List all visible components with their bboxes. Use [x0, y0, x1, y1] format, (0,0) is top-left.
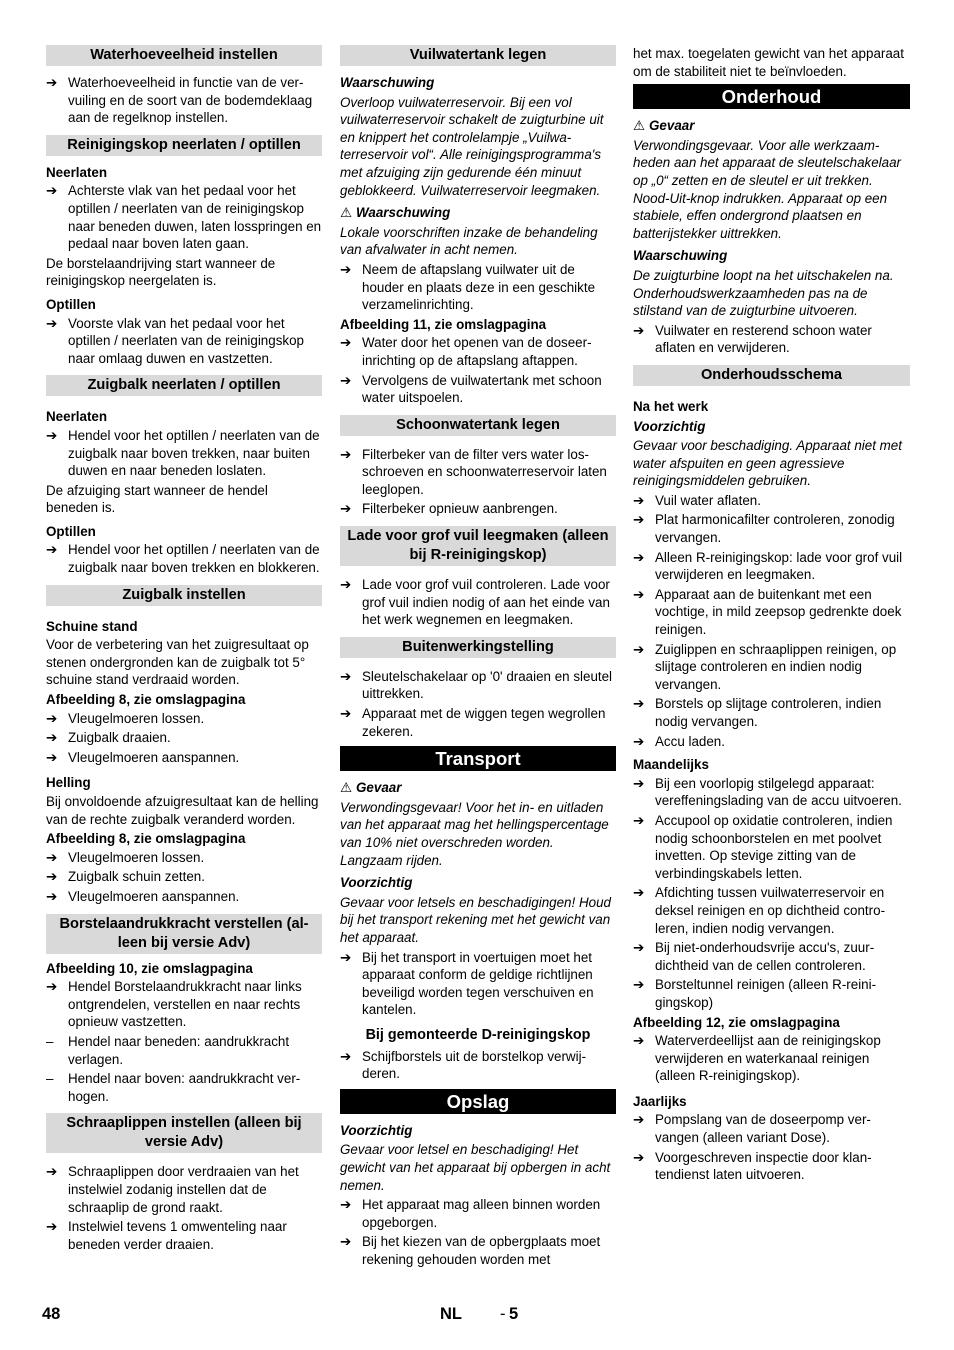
list-item: ➔ Alleen R-reinigingskop: lade voor grof vuil verwijderen en leegmaken.: [633, 549, 903, 583]
arrow-icon: ➔: [46, 849, 58, 865]
list-item: ➔ Neem de aftapslang vuilwater uit de houder en plaats deze in een geschikte verzamelinrichting.: [340, 261, 596, 313]
section-heading: Onderhoudsschema: [633, 365, 910, 386]
caution-text: Gevaar voor letsels en beschadigingen! Houd bij het transport rekening met het gewicht van het apparaat.: [340, 894, 611, 945]
list-item: ➔ Filterbeker opnieuw aanbrengen.: [340, 501, 558, 517]
dash-icon: –: [46, 1071, 54, 1087]
column-2: [340, 45, 616, 1270]
arrow-icon: ➔: [340, 1234, 352, 1250]
paragraph: Bij onvoldoende afzuigresultaat kan de helling van de rechte zuigbalk veranderd worden.: [46, 794, 319, 827]
column-1: [46, 45, 322, 1255]
list-item: ➔ Instelwiel tevens 1 omwenteling naar beneden verder draaien.: [46, 1219, 287, 1252]
arrow-icon: ➔: [633, 733, 645, 749]
arrow-icon: ➔: [46, 1164, 58, 1180]
figure-reference: Afbeelding 12, zie omslagpagina: [633, 1014, 840, 1030]
caution-heading: Voorzichtig: [340, 1122, 413, 1138]
section-heading: Vuilwatertank legen: [340, 45, 616, 66]
list-item: – Hendel naar beneden: aandrukkracht verlagen.: [46, 1033, 290, 1067]
list-item: ➔ Water door het openen van de doseerinrichting op de aftapslang aftappen.: [340, 335, 592, 368]
subheading: Bij gemonteerde D-reinigingskop: [365, 1026, 591, 1043]
caution-text: Gevaar voor beschadiging. Apparaat niet met water afspuiten en geen agressieve reinigingsmiddelen gebruiken.: [633, 438, 902, 489]
paragraph: De afzuiging start wanneer de hendel beneden is.: [46, 482, 268, 516]
arrow-icon: ➔: [633, 775, 645, 791]
arrow-icon: ➔: [46, 869, 58, 885]
warning-heading: ⚠ Waarschuwing: [340, 205, 451, 221]
arrow-icon: ➔: [46, 542, 58, 558]
warning-heading: Waarschuwing: [633, 248, 728, 264]
subheading: Optillen: [46, 523, 96, 539]
arrow-icon: ➔: [46, 315, 58, 331]
paragraph: De borstelaandrijving start wanneer de reinigingskop neergelaten is.: [46, 255, 276, 289]
column-3: [633, 45, 910, 1186]
arrow-icon: ➔: [46, 730, 58, 746]
subheading: Neerlaten: [46, 164, 108, 180]
warning-icon: ⚠: [633, 118, 646, 134]
arrow-icon: ➔: [633, 977, 645, 993]
list-item: ➔ Bij een voorlopig stilgelegd apparaat: vereffeningslading van de accu uitvoeren.: [633, 775, 902, 809]
arrow-icon: ➔: [340, 372, 352, 388]
section-heading: Lade voor grof vuil leegmaken (alleen bij R-reinigingskop): [340, 526, 616, 566]
section-number: 5: [509, 1305, 519, 1323]
list-item: ➔ Apparaat met de wiggen tegen wegrollen zekeren.: [340, 706, 606, 739]
subheading: Schuine stand: [46, 618, 138, 634]
section-heading: Zuigbalk instellen: [46, 585, 322, 606]
figure-reference: Afbeelding 10, zie omslagpagina: [46, 960, 253, 976]
list-item: ➔ Het apparaat mag alleen binnen worden opgeborgen.: [340, 1197, 601, 1230]
warning-heading: Waarschuwing: [340, 75, 435, 90]
warning-icon: ⚠: [340, 205, 353, 221]
arrow-icon: ➔: [46, 183, 58, 199]
arrow-icon: ➔: [340, 1048, 352, 1064]
caution-text: Gevaar voor letsel en beschadiging! Het gewicht van het apparaat bij opbergen in acht nemen.: [340, 1142, 611, 1193]
figure-reference: Afbeelding 11, zie omslagpagina: [340, 316, 547, 332]
page-number: 48: [42, 1305, 61, 1323]
paragraph: Voor de verbetering van het zuigresultaat op stenen ondergronden kan de zuigbalk tot 5° schuine stand verdraaid worden.: [46, 637, 309, 688]
chapter-heading: Onderhoud: [633, 84, 910, 109]
warning-heading: ⚠ Gevaar: [340, 780, 402, 796]
warning-icon: ⚠: [340, 780, 353, 796]
arrow-icon: ➔: [46, 888, 58, 904]
list-item: ➔ Zuiglippen en schraaplippen reinigen, op slijtage controleren en indien nodig vervangen.: [633, 641, 897, 692]
arrow-icon: ➔: [46, 749, 58, 765]
subheading: Optillen: [46, 296, 96, 312]
list-item: ➔ Vuilwater en resterend schoon water aflaten en verwijderen.: [633, 322, 872, 356]
list-item: ➔ Bij het transport in voertuigen moet het apparaat conform de geldige richtlijnen beveiligd worden tegen verschuiven en kantelen.: [340, 949, 594, 1018]
warning-text: Verwondingsgevaar. Voor alle werkzaamheden aan het apparaat de sleutelschakelaar op „0“ zetten en de sleutel er uit trekken. Nood-Uit-knop indrukken. Apparaat op een stabiele, effen ondergrond plaatsen en batterijstekker uittrekken.: [633, 137, 902, 241]
arrow-icon: ➔: [633, 940, 645, 956]
chapter-heading: Transport: [340, 746, 616, 771]
list-item: ➔ Borstels op slijtage controleren, indien nodig vervangen.: [633, 696, 882, 729]
list-item: ➔ Vleugelmoeren lossen.: [46, 849, 205, 865]
arrow-icon: ➔: [46, 979, 58, 995]
arrow-icon: ➔: [340, 335, 352, 351]
list-item: ➔ Afdichting tussen vuilwaterreservoir en deksel reinigen en op dichtheid controleren, indien nodig vervangen.: [633, 885, 886, 936]
list-item: ➔ Plat harmonicafilter controleren, zonodig vervangen.: [633, 512, 895, 546]
list-item: ➔ Bij het kiezen van de opbergplaats moet rekening gehouden worden met: [340, 1234, 601, 1267]
arrow-icon: ➔: [633, 641, 645, 657]
arrow-icon: ➔: [46, 710, 58, 726]
list-item: ➔ Hendel voor het optillen / neerlaten van de zuigbalk naar boven trekken en blokkeren.: [46, 542, 320, 576]
list-item: ➔ Hendel voor het optillen / neerlaten van de zuigbalk naar boven trekken, naar buiten duwen en naar beneden loslaten.: [46, 427, 320, 479]
paragraph: het max. toegelaten gewicht van het apparaat om de stabiliteit niet te beïnvloeden.: [633, 46, 904, 79]
list-item: ➔ Accu laden.: [633, 733, 725, 749]
list-item: ➔ Bij niet-onderhoudsvrije accu's, zuurdichtheid van de cellen controleren.: [633, 940, 875, 973]
section-heading: Zuigbalk neerlaten / optillen: [46, 375, 322, 396]
list-item: ➔ Vleugelmoeren lossen.: [46, 710, 205, 726]
list-item: ➔ Achterste vlak van het pedaal voor het optillen / neerlaten van de reinigingskop naar beneden duwen, laten losspringen en pedaal naar boven laten gaan.: [46, 183, 322, 252]
arrow-icon: ➔: [633, 812, 645, 828]
warning-text: Lokale voorschriften inzake de behandeling van afvalwater in acht nemen.: [340, 224, 598, 258]
warning-heading: ⚠ Gevaar: [633, 118, 695, 134]
list-item: ➔ Pompslang van de doseerpomp vervangen (alleen variant Dose).: [633, 1112, 871, 1146]
section-heading: Waterhoeveelheid instellen: [46, 45, 322, 66]
arrow-icon: ➔: [340, 446, 352, 462]
section-heading: Borstelaandrukkracht verstellen (alleen bij versie Adv): [46, 914, 322, 954]
list-item: ➔ Schijfborstels uit de borstelkop verwijderen.: [340, 1048, 587, 1082]
list-item: ➔ Filterbeker van de filter vers water losschroeven en schoonwaterreservoir laten leeglopen.: [340, 446, 607, 497]
section-heading: Reinigingskop neerlaten / optillen: [46, 135, 322, 156]
figure-reference: Afbeelding 8, zie omslagpagina: [46, 831, 246, 847]
list-item: ➔ Sleutelschakelaar op '0' draaien en sleutel uittrekken.: [340, 668, 613, 702]
arrow-icon: ➔: [633, 1149, 645, 1165]
arrow-icon: ➔: [633, 1112, 645, 1128]
list-item: ➔ Accupool op oxidatie controleren, indien nodig schoonborstelen en met poolvet invetten. Op stevige zitting van de verbindingskabels letten.: [633, 812, 893, 881]
arrow-icon: ➔: [633, 885, 645, 901]
warning-text: De zuigturbine loopt na het uitschakelen na. Onderhoudswerkzaamheden pas na de stilstand van de zuigturbine uitvoeren.: [633, 267, 894, 319]
list-item: ➔ Vleugelmoeren aanspannen.: [46, 749, 240, 765]
section-heading: Schraaplippen instellen (alleen bij versie Adv): [46, 1113, 322, 1153]
subheading: Maandelijks: [633, 757, 709, 773]
arrow-icon: ➔: [46, 75, 58, 90]
arrow-icon: ➔: [633, 492, 645, 508]
list-item: ➔ Vuil water aflaten.: [633, 492, 761, 508]
arrow-icon: ➔: [633, 1033, 645, 1049]
arrow-icon: ➔: [340, 949, 352, 965]
language-code: NL: [440, 1305, 462, 1323]
chapter-heading: Opslag: [340, 1089, 616, 1114]
list-item: ➔ Zuigbalk schuin zetten.: [46, 869, 205, 885]
list-item: ➔ Voorste vlak van het pedaal voor het optillen / neerlaten van de reinigingskop naar omlaag duwen en vastzetten.: [46, 315, 304, 366]
list-item: ➔ Apparaat aan de buitenkant met een vochtige, in mild zeepsop gedrenkte doek reinigen.: [633, 586, 902, 638]
caution-heading: Voorzichtig: [633, 418, 706, 434]
subheading: Na het werk: [633, 398, 709, 414]
arrow-icon: ➔: [340, 261, 352, 277]
list-item: ➔ Waterverdeellijst aan de reinigingskop verwijderen en waterkanaal reinigen (alleen R-reinigingskop).: [633, 1033, 881, 1084]
list-item: ➔ Hendel Borstelaandrukkracht naar links ontgrendelen, verstellen en naar rechts opnieuw vastzetten.: [46, 979, 302, 1030]
list-item: ➔ Lade voor grof vuil controleren. Lade voor grof vuil indien nodig of aan het einde van het werk wegnemen en leegmaken.: [340, 577, 610, 628]
caution-heading: Voorzichtig: [340, 875, 413, 891]
arrow-icon: ➔: [633, 696, 645, 712]
list-item: ➔ Voorgeschreven inspectie door klantendienst laten uitvoeren.: [633, 1149, 872, 1183]
arrow-icon: ➔: [633, 512, 645, 528]
arrow-icon: ➔: [340, 501, 352, 517]
list-item: – Hendel naar boven: aandrukkracht verhogen.: [46, 1071, 301, 1104]
list-item: ➔ Zuigbalk draaien.: [46, 730, 171, 746]
arrow-icon: ➔: [46, 427, 58, 443]
arrow-icon: ➔: [46, 1219, 58, 1235]
separator: -: [500, 1305, 506, 1323]
list-item: ➔ Vleugelmoeren aanspannen.: [46, 888, 240, 904]
warning-text: Overloop vuilwaterreservoir. Bij een vol vuilwaterreservoir schakelt de zuigturbine uit en knippert het controlelampje „Vuilwaterreservoir vol“. Alle reinigingsprogramma's met afzuiging zijn gedurende één minuut geblokkeerd. Vuilwaterreservoir leegmaken.: [340, 94, 604, 198]
subheading: Neerlaten: [46, 409, 108, 425]
section-heading: Buitenwerkingstelling: [340, 637, 616, 658]
subheading: Jaarlijks: [633, 1093, 687, 1109]
arrow-icon: ➔: [633, 586, 645, 602]
arrow-icon: ➔: [340, 706, 352, 722]
list-item: ➔ Vervolgens de vuilwatertank met schoon water uitspoelen.: [340, 372, 602, 406]
list-item: ➔ Schraaplippen door verdraaien van het instelwiel zodanig instellen dat de schraaplip de grond raakt.: [46, 1164, 299, 1215]
warning-text: Verwondingsgevaar! Voor het in- en uitladen van het apparaat mag het hellingspercentage van 10% niet overschreden worden. Langzaam rijden.: [340, 799, 609, 868]
section-heading: Schoonwatertank legen: [340, 415, 616, 436]
dash-icon: –: [46, 1033, 54, 1049]
figure-reference: Afbeelding 8, zie omslagpagina: [46, 692, 246, 708]
list-item: ➔ Borsteltunnel reinigen (alleen R-reinigingskop): [633, 977, 877, 1010]
arrow-icon: ➔: [633, 322, 645, 338]
list-item: ➔ Waterhoeveelheid in functie van de vervuiling en de soort van de bodemdeklaag aan de regelknop instellen.: [46, 75, 313, 126]
arrow-icon: ➔: [340, 1197, 352, 1213]
subheading: Helling: [46, 775, 91, 791]
arrow-icon: ➔: [340, 577, 352, 593]
arrow-icon: ➔: [633, 549, 645, 565]
arrow-icon: ➔: [340, 668, 352, 684]
